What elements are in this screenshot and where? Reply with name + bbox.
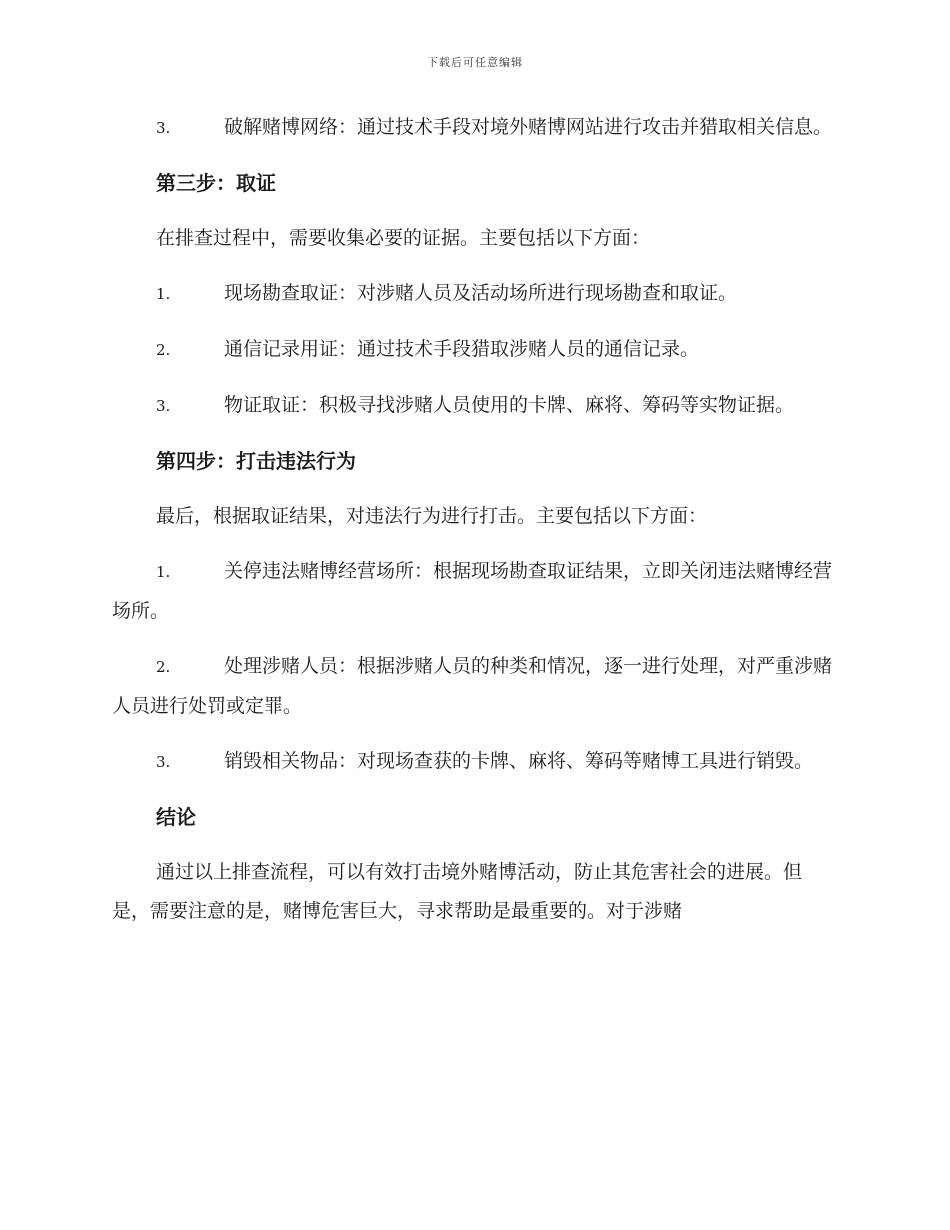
list-item-text: 现场勘查取证：对涉赌人员及活动场所进行现场勘查和取证。	[224, 282, 738, 304]
document-body	[112, 108, 832, 947]
page-header-note: 下载后可任意编辑	[427, 56, 523, 69]
list-item-text: 通信记录用证：通过技术手段猎取涉赌人员的通信记录。	[224, 338, 700, 360]
list-number: 3.	[156, 119, 171, 137]
list-item-text: 处理涉赌人员：根据涉赌人员的种类和情况，逐一进行处理，对严重涉赌人员进行处罚或定罪。	[112, 655, 833, 717]
section-heading-step-3: 第三步：取证	[156, 171, 276, 195]
list-item	[112, 274, 832, 314]
section-heading-conclusion: 结论	[156, 805, 196, 829]
list-number: 3.	[156, 397, 171, 415]
list-item-text: 关停违法赌博经营场所：根据现场勘查取证结果，立即关闭违法赌博经营场所。	[112, 560, 833, 622]
list-item-text: 破解赌博网络：通过技术手段对境外赌博网站进行攻击并猎取相关信息。	[224, 116, 833, 138]
list-number: 1.	[156, 563, 171, 581]
list-item-text: 销毁相关物品：对现场查获的卡牌、麻将、筹码等赌博工具进行销毁。	[224, 750, 814, 772]
section-intro-step-3: 在排查过程中，需要收集必要的证据。主要包括以下方面：	[156, 227, 651, 249]
list-number: 3.	[156, 753, 171, 771]
list-item	[112, 330, 832, 370]
list-item	[112, 386, 832, 426]
list-item	[112, 552, 832, 631]
list-number: 1.	[156, 285, 171, 303]
conclusion-paragraph: 通过以上排查流程，可以有效打击境外赌博活动，防止其危害社会的进展。但是，需要注意的是，赌博危害巨大，寻求帮助是最重要的。对于涉赌	[112, 861, 803, 922]
list-number: 2.	[156, 341, 171, 359]
list-item-text: 物证取证：积极寻找涉赌人员使用的卡牌、麻将、筹码等实物证据。	[224, 394, 795, 416]
section-intro-step-4: 最后，根据取证结果，对违法行为进行打击。主要包括以下方面：	[156, 505, 708, 527]
list-item	[112, 742, 832, 782]
section-heading-step-4: 第四步：打击违法行为	[156, 449, 356, 473]
list-item	[112, 647, 832, 726]
list-item	[112, 108, 832, 148]
list-number: 2.	[156, 658, 171, 676]
